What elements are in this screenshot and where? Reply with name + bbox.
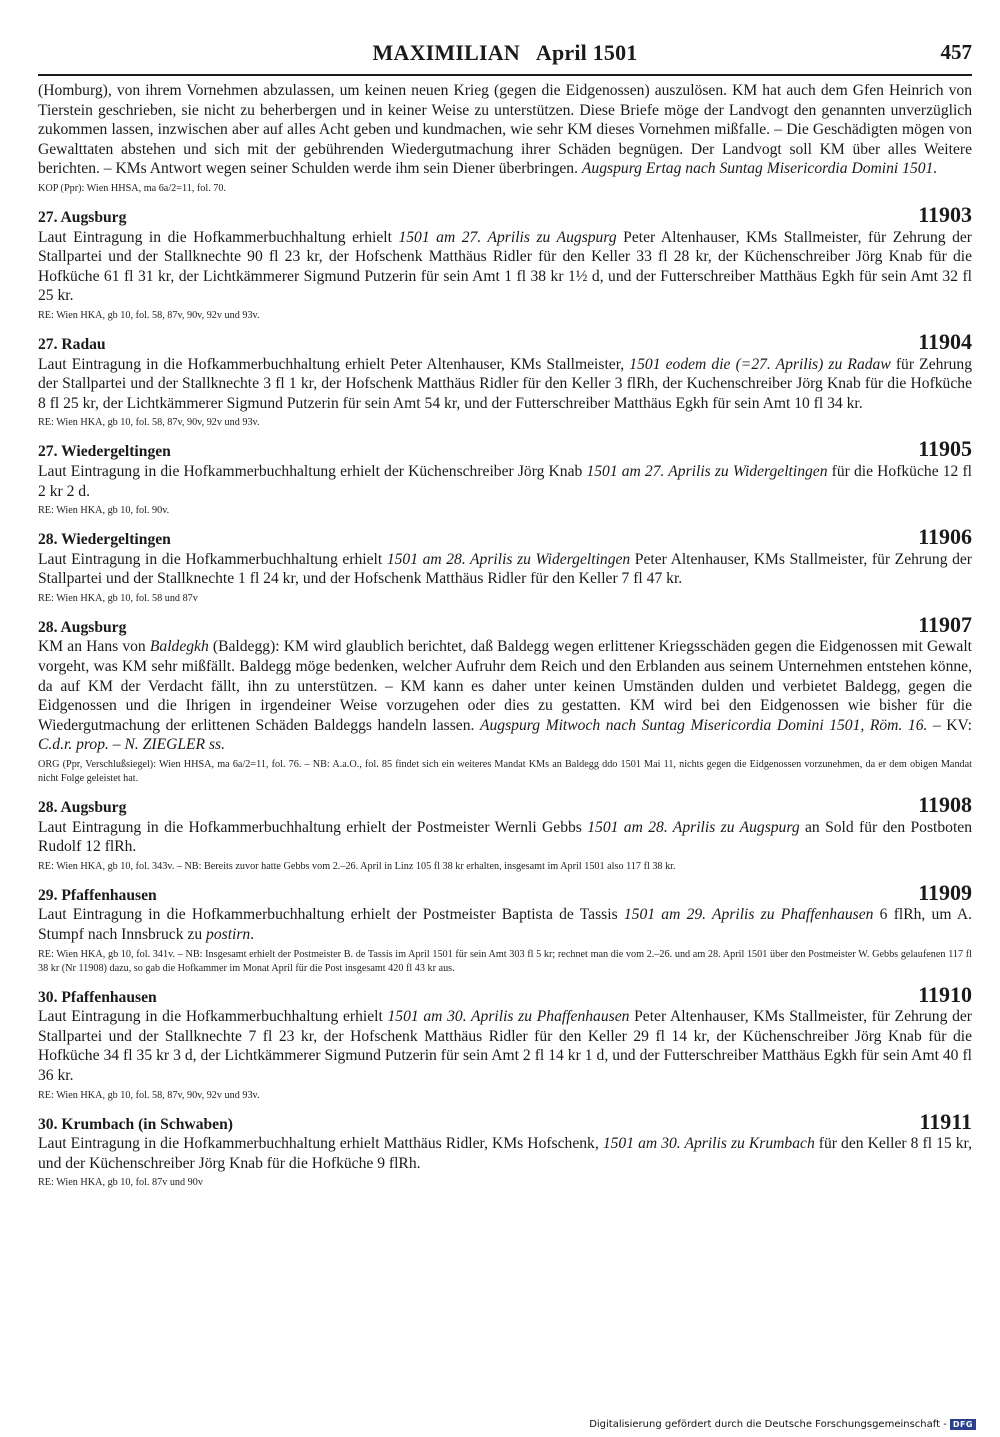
entry-text-segment: an Sold für den Postboten Rudolf 12 flRh.	[38, 818, 972, 856]
entry-text	[38, 228, 972, 306]
entry-number: 11906	[918, 524, 972, 550]
page-header	[38, 40, 972, 74]
header-rule	[38, 74, 972, 76]
entry-header	[38, 792, 972, 818]
entry-text-segment: .	[250, 926, 255, 943]
entry-header	[38, 981, 972, 1008]
entry-text-italic: postirn	[206, 926, 251, 943]
regest-entry	[38, 524, 972, 606]
regest-entry	[38, 1108, 972, 1191]
entry-source: RE: Wien HKA, gb 10, fol. 58, 87v, 90v, 92v und 93v.	[38, 1089, 260, 1101]
entry-header	[38, 524, 972, 550]
entry-heading: 28. Augsburg	[38, 618, 127, 636]
entry-header	[38, 201, 972, 228]
entry-heading: 30. Pfaffenhausen	[38, 988, 157, 1006]
entry-heading: 28. Wiedergeltingen	[38, 531, 171, 549]
intro-source: KOP (Ppr): Wien HHSA, ma 6a/2=11, fol. 70.	[38, 182, 227, 194]
entry-text-segment: Laut Eintragung in die Hofkammerbuchhaltung erhielt der Küchenschreiber Jörg Knab	[38, 462, 587, 480]
intro-text: (Homburg), von ihrem Vornehmen abzulassen, um keinen neuen Krieg (gegen die Eidgenossen) auszulösen. KM hat auch dem Gfen Heinrich von Tierstein geschrieben, sie nicht zu beherbergen und in keiner Weise zu unterstützen. Diese Briefe möge der Landvogt den genannten unverzüglich zukommen lassen, inzwischen aber auf alles Acht geben und kundmachen, wie sehr KM dieses Vornehmen mißfalle. – Die Geschädigten mögen von Gewalttaten abstehen und sich mit der gebührenden Wiedergutmachung ihrer Schäden begnügen. Der Landvogt soll KM über alles Weitere berichten. – KMs Antwort wegen seiner Schulden werde ihm sein Diener überbringen.	[38, 82, 972, 178]
regest-entry	[38, 792, 972, 874]
entry-number: 11909	[918, 879, 972, 905]
entry-source: RE: Wien HKA, gb 10, fol. 58 und 87v	[38, 592, 198, 604]
entry-text-segment: 6 flRh, um A. Stumpf nach Innsbruck zu	[38, 906, 972, 943]
entry-number: 11908	[918, 792, 972, 818]
entry-number: 11903	[918, 201, 972, 227]
entry-number: 11910	[918, 981, 972, 1007]
entry-text	[38, 637, 972, 755]
entry-text-segment: für den Keller 8 fl 15 kr, und der Küchenschreiber Jörg Knab für die Hofküche 9 flRh.	[38, 1135, 972, 1172]
entry-source: RE: Wien HKA, gb 10, fol. 87v und 90v	[38, 1177, 203, 1189]
entry-text-italic: 1501 am 30. Aprilis zu Krumbach	[602, 1135, 815, 1153]
entry-text-segment: KM an Hans von	[38, 638, 150, 656]
entry-text-segment: – KV:	[927, 716, 972, 734]
entry-text-italic: C.d.r. prop. – N. ZIEGLER ss.	[38, 736, 226, 754]
entry-heading: 28. Augsburg	[38, 799, 127, 817]
entry-heading: 30. Krumbach (in Schwaben)	[38, 1115, 233, 1133]
entry-number: 11905	[918, 436, 972, 462]
entry-text	[38, 462, 972, 501]
entry-text-segment: Laut Eintragung in die Hofkammerbuchhaltung erhielt	[38, 1008, 388, 1026]
entry-header	[38, 1108, 972, 1135]
entry-text-segment: Peter Altenhauser, KMs Stallmeister, für Zehrung der Stallpartei und der Stallknechte 90 fl 23 kr, der Hofschenk Matthäus Ridler für den Keller 33 fl 28 kr, der Küchenschreiber Jörg Knab für die Hofküche 61 fl 31 kr, der Lichtkämmerer Sigmund Putzerin für sein Amt 1 fl 38 kr 1½ d, und der Futterschreiber Matthäus Egkh für sein Amt 32 fl 25 kr.	[38, 228, 972, 305]
entry-text	[38, 1007, 972, 1085]
footer-credit-text: Digitalisierung gefördert durch die Deutsche Forschungsgemeinschaft -	[589, 1419, 947, 1430]
entry-text-segment: Peter Altenhauser, KMs Stallmeister, für Zehrung der Stallpartei und der Stallknechte 1 fl 24 kr, und der Hofschenk Matthäus Ridler für den Keller 7 fl 47 kr.	[38, 550, 972, 588]
footer-credit	[589, 1419, 976, 1430]
regest-entry	[38, 436, 972, 518]
entry-text-italic: 1501 am 27. Aprilis zu Widergeltingen	[586, 462, 828, 480]
entry-text-italic: 1501 eodem die (=27. Aprilis) zu Radaw	[629, 355, 891, 373]
entry-text-italic: 1501 am 27. Aprilis zu Augspurg	[398, 228, 617, 246]
entry-text-segment: Laut Eintragung in die Hofkammerbuchhaltung erhielt der Postmeister Wernli Gebbs	[38, 818, 588, 836]
entry-header	[38, 328, 972, 355]
entry-number: 11904	[918, 328, 972, 354]
entry-source: RE: Wien HKA, gb 10, fol. 90v.	[38, 505, 170, 517]
entry-text-segment: Laut Eintragung in die Hofkammerbuchhaltung erhielt Matthäus Ridler, KMs Hofschenk,	[38, 1135, 603, 1153]
regest-entry	[38, 981, 972, 1103]
document-page	[38, 40, 972, 1190]
entry-text-segment: Peter Altenhauser, KMs Stallmeister, für Zehrung der Stallpartei und der Stallknechte 7 fl 23 kr, der Hofschenk Matthäus Ridler für den Keller 29 fl 14 kr, der Küchenschreiber Jörg Knab für die Hofküche 34 fl 35 kr 3 d, der Lichtkämmerer Sigmund Putzerin für sein Amt 2 fl 14 kr 1 d, und der Futterschreiber Matthäus Egkh für sein Amt 40 fl 36 kr.	[38, 1008, 972, 1084]
regest-entry	[38, 201, 972, 323]
entry-heading: 27. Radau	[38, 335, 106, 353]
entry-source: RE: Wien HKA, gb 10, fol. 58, 87v, 90v, 92v und 93v.	[38, 309, 260, 321]
running-title: MAXIMILIAN April 1501	[372, 40, 638, 65]
entry-text-italic: Baldegkh	[149, 638, 209, 656]
entry-header	[38, 879, 972, 906]
entry-source: RE: Wien HKA, gb 10, fol. 341v. – NB: Insgesamt erhielt der Postmeister B. de Tassis im April 1501 für sein Amt 303 fl 5 kr; rechnet man die vom 2.–26. und am 28. April 1501 über den Postmeister W. Gebbs gelaufenen 117 fl 38 kr (Nr 11908) dazu, so gab die Hofkammer im Monat April für die Post insgesamt 420 fl 43 kr aus.	[38, 948, 972, 974]
entry-heading: 27. Augsburg	[38, 208, 127, 226]
entry-text-segment: (Baldegg): KM wird glaublich berichtet, daß Baldegg wegen erlittener Kriegsschäden gegen die Eidgenossen mit Gewalt vorgeht, was KM sehr mißfällt. Baldegg möge bedenken, welcher Aufruhr dem Reich und den Erblanden aus seinem Unternehmen entstehen könne, da auf KM der Verdacht fällt, ihn zu unterstützen. – KM kann es daher unter keinen Umständen dulden und verbietet Baldegg, gegen die Eidgenossen und die Ihrigen in irgendeiner Weise vorzugehen oder dies zu gestatten. KM wird bei den Eidgenossen wie bisher für die Wiedergutmachung der erlittenen Schäden Baldeggs handeln lassen.	[38, 638, 972, 734]
entry-header	[38, 436, 972, 462]
entry-source: RE: Wien HKA, gb 10, fol. 343v. – NB: Bereits zuvor hatte Gebbs vom 2.–26. April in Linz 105 fl 38 kr erhalten, insgesamt im April 1501 also 117 fl 38 kr.	[38, 860, 676, 872]
regest-entry	[38, 879, 972, 976]
entry-list	[38, 201, 972, 1190]
entry-text	[38, 905, 972, 944]
dfg-logo: DFG	[950, 1419, 976, 1430]
entry-source: RE: Wien HKA, gb 10, fol. 58, 87v, 90v, 92v und 93v.	[38, 417, 260, 429]
regest-entry	[38, 328, 972, 430]
entry-text-segment: Laut Eintragung in die Hofkammerbuchhaltung erhielt Peter Altenhauser, KMs Stallmeister,	[38, 355, 630, 373]
entry-text-italic: 1501 am 30. Aprilis zu Phaffenhausen	[387, 1008, 630, 1026]
entry-text-italic: 1501 am 28. Aprilis zu Augspurg	[587, 818, 800, 836]
entry-number: 11911	[919, 1108, 972, 1134]
intro-paragraph	[38, 81, 972, 179]
entry-header	[38, 611, 972, 638]
entry-source: ORG (Ppr, Verschlußsiegel): Wien HHSA, ma 6a/2=11, fol. 76. – NB: A.a.O., fol. 85 findet sich ein weiteres Mandat KMs an Baldegg ddo 1501 Mai 11, nichts gegen die Eidgenossen vorzunehmen, da er dem obigen Mandat nicht Folge geleistet hat.	[38, 759, 972, 785]
entry-text	[38, 355, 972, 414]
entry-text-segment: Laut Eintragung in die Hofkammerbuchhaltung erhielt	[38, 228, 399, 246]
intro-date: Augspurg Ertag nach Suntag Misericordia Domini 1501.	[581, 160, 938, 178]
regest-entry	[38, 611, 972, 786]
entry-number: 11907	[918, 611, 972, 637]
entry-text-segment: für Zehrung der Stallpartei und der Stallknechte 3 fl 1 kr, der Hofschenk Matthäus Ridler für den Keller 3 flRh, der Kuchenschreiber Jörg Knab für die Hofküche 8 fl 25 kr, der Lichtkämmerer Sigmund Putzerin für sein Amt 54 kr, und der Futterschreiber Matthäus Egkh für sein Amt 10 fl 34 kr.	[38, 355, 972, 412]
entry-text-segment: für die Hofküche 12 fl 2 kr 2 d.	[38, 462, 972, 500]
page-number: 457	[940, 40, 972, 64]
entry-heading: 27. Wiedergeltingen	[38, 443, 171, 461]
entry-text-italic: Augspurg Mitwoch nach Suntag Misericordia Domini 1501, Röm. 16.	[479, 716, 928, 734]
document-body	[38, 81, 972, 1190]
entry-text-segment: Laut Eintragung in die Hofkammerbuchhaltung erhielt der Postmeister Baptista de Tassis	[38, 906, 624, 924]
entry-text-segment: Laut Eintragung in die Hofkammerbuchhaltung erhielt	[38, 550, 387, 568]
entry-heading: 29. Pfaffenhausen	[38, 886, 157, 904]
intro-continuation	[38, 81, 972, 196]
entry-text	[38, 550, 972, 589]
entry-text-italic: 1501 am 29. Aprilis zu Phaffenhausen	[623, 906, 874, 924]
entry-text	[38, 1134, 972, 1173]
entry-text-italic: 1501 am 28. Aprilis zu Widergeltingen	[386, 550, 631, 568]
entry-text	[38, 818, 972, 857]
